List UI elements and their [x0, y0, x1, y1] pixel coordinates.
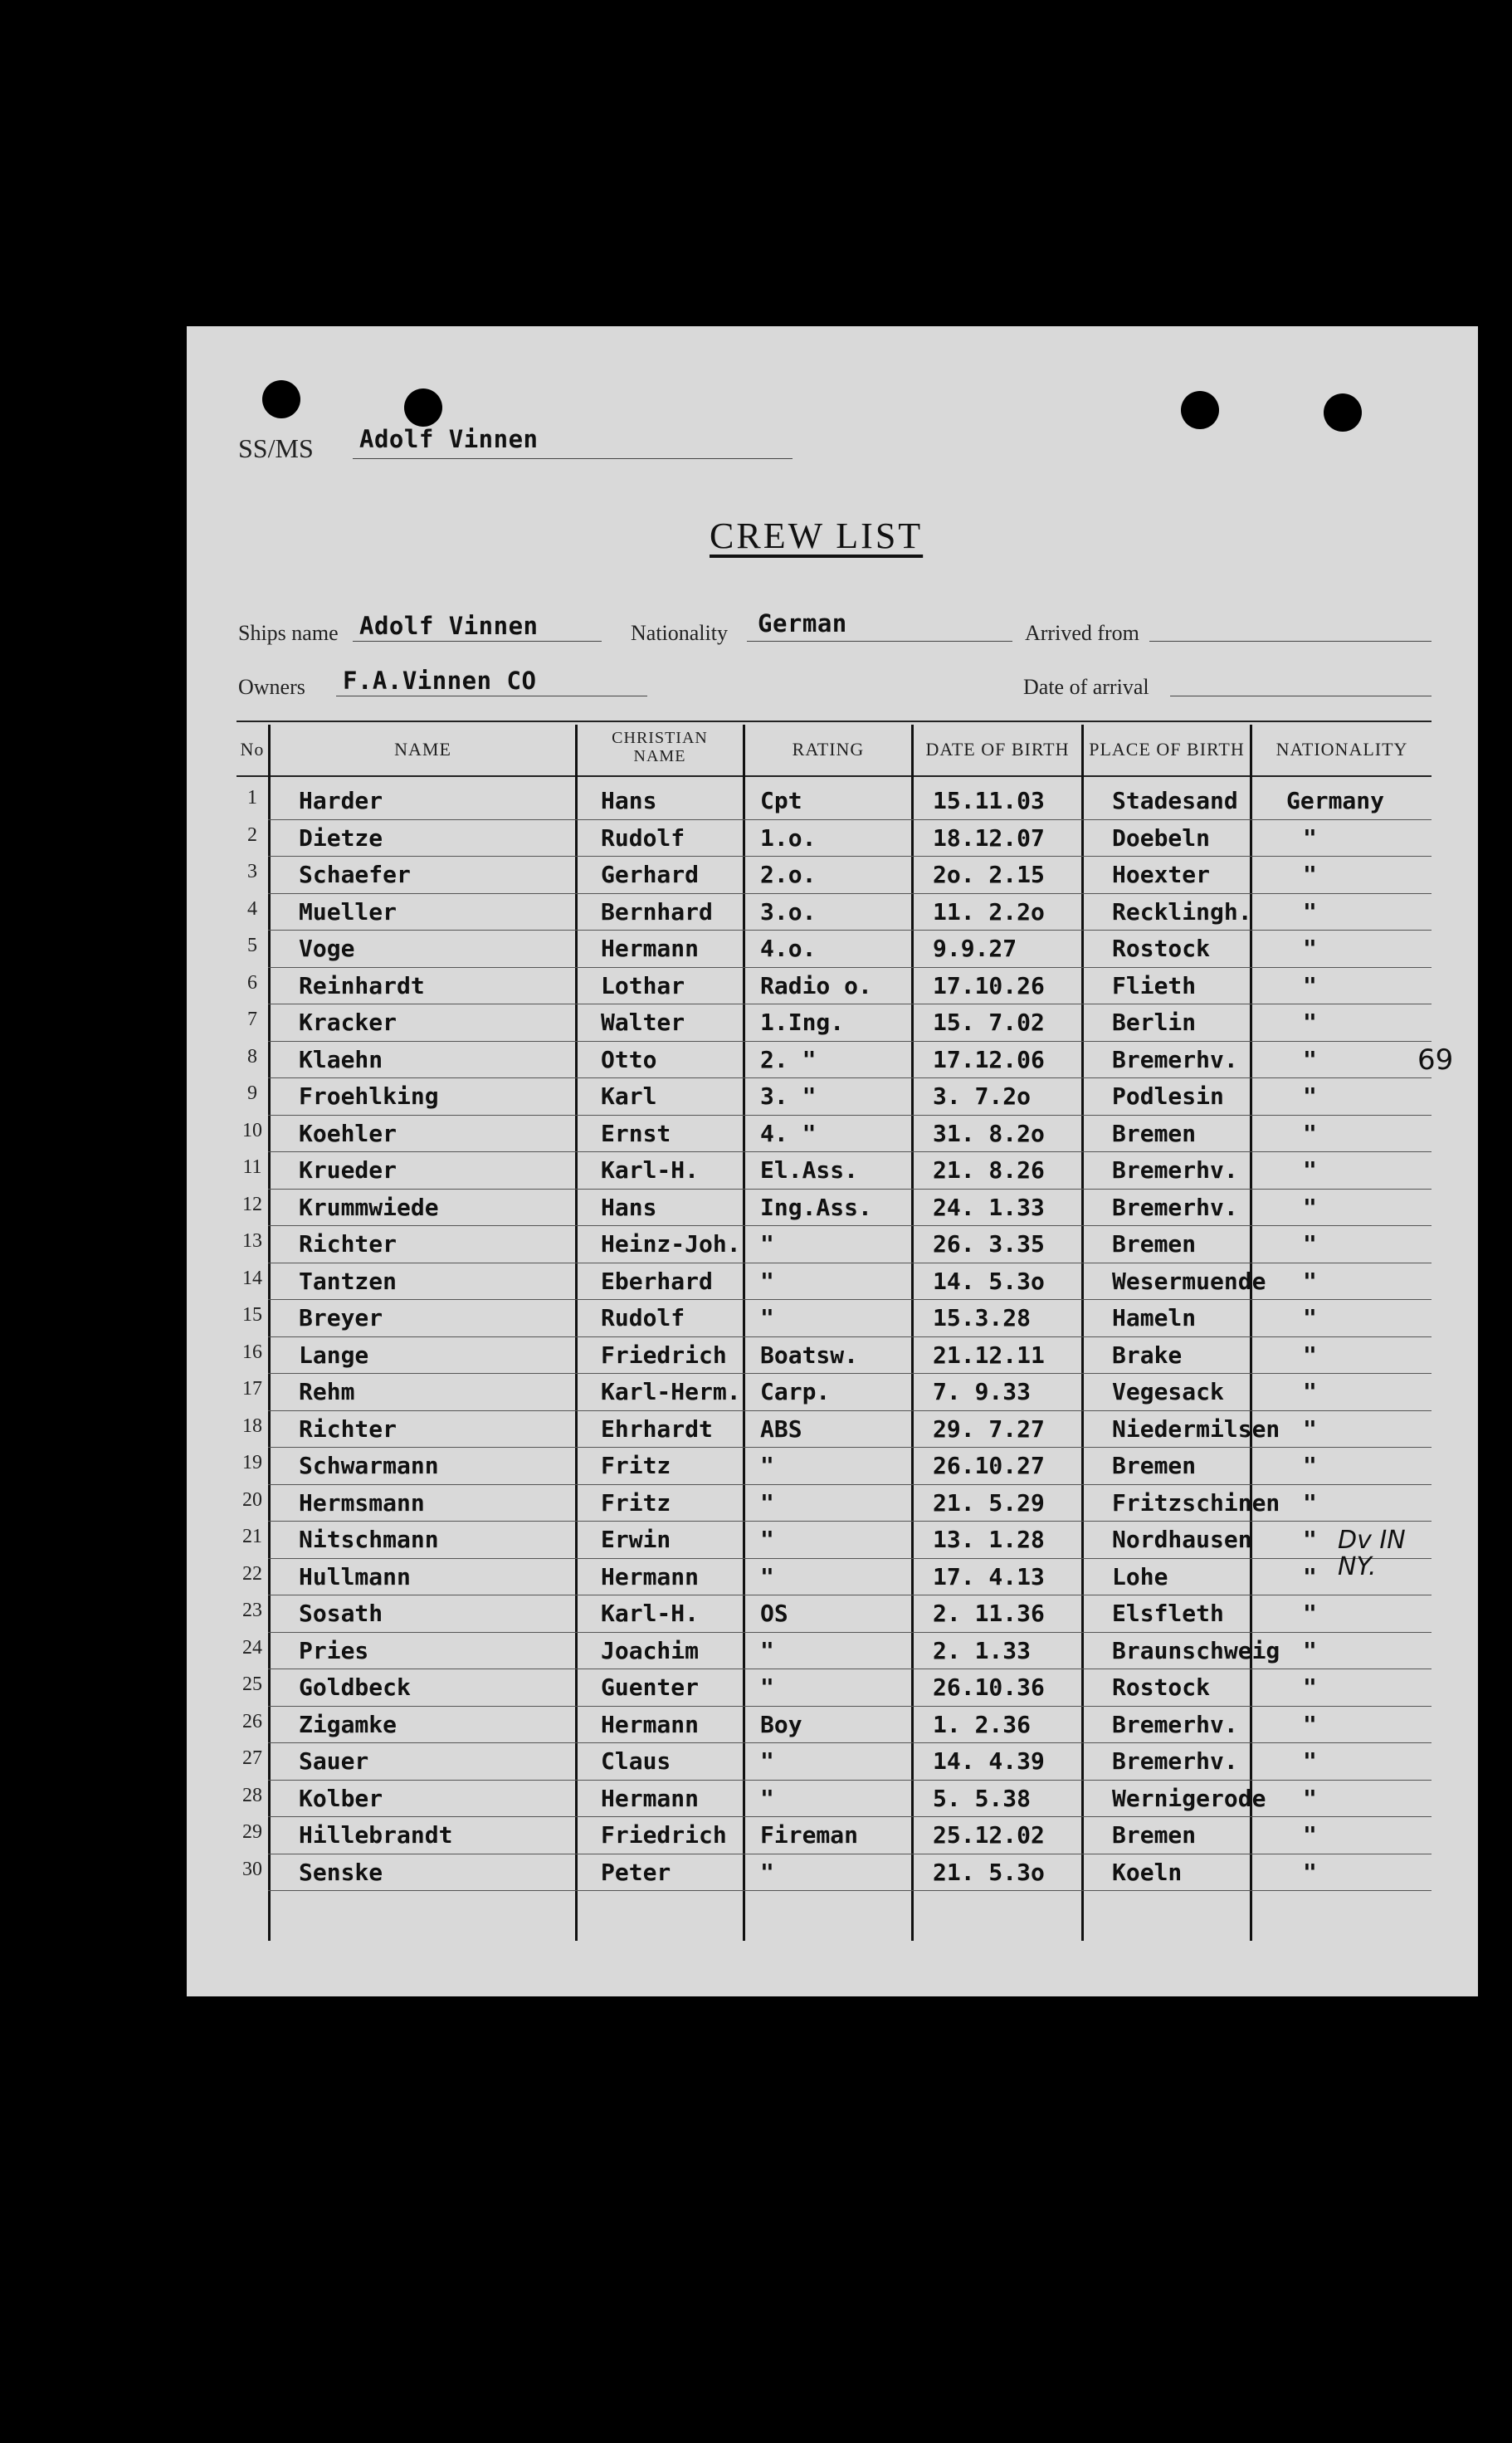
ships-name-label: Ships name: [238, 621, 339, 645]
crew-christian-name: Claus: [601, 1747, 671, 1775]
row-rule: [268, 967, 1432, 968]
crew-rating: ": [760, 1747, 774, 1775]
crew-surname: Krueder: [299, 1156, 398, 1184]
row-rule: [268, 1373, 1432, 1374]
crew-nationality: ": [1303, 1710, 1317, 1738]
crew-christian-name: Bernhard: [601, 897, 713, 926]
crew-surname: Pries: [299, 1636, 369, 1664]
crew-nationality: ": [1303, 1156, 1317, 1184]
crew-christian-name: Hermann: [601, 935, 700, 962]
row-number: 2: [247, 823, 257, 846]
crew-date-of-birth: 11. 2.2o: [933, 897, 1045, 926]
crew-nationality: ": [1303, 1414, 1317, 1443]
crew-date-of-birth: 29. 7.27: [933, 1414, 1045, 1443]
crew-date-of-birth: 17. 4.13: [933, 1562, 1045, 1590]
crew-surname: Sosath: [299, 1600, 383, 1627]
crew-rating: Boy: [760, 1710, 802, 1738]
ships-name-value: Adolf Vinnen: [359, 612, 539, 640]
crew-place-of-birth: Elsfleth: [1112, 1600, 1224, 1627]
row-number: 20: [242, 1488, 262, 1511]
row-number: 14: [242, 1267, 262, 1289]
crew-place-of-birth: Fritzschinen: [1112, 1488, 1280, 1517]
crew-place-of-birth: Wesermuende: [1112, 1267, 1266, 1295]
crew-date-of-birth: 2. 11.36: [933, 1600, 1045, 1627]
crew-nationality: ": [1303, 897, 1317, 926]
crew-christian-name: Peter: [601, 1858, 671, 1886]
crew-surname: Hillebrandt: [299, 1821, 453, 1849]
handwritten-note: Dv IN NY.: [1338, 1526, 1406, 1581]
crew-date-of-birth: 13. 1.28: [933, 1526, 1045, 1553]
crew-surname: Kolber: [299, 1784, 383, 1812]
crew-nationality: ": [1303, 1193, 1317, 1221]
crew-rating: ": [760, 1858, 774, 1886]
owners-value: F.A.Vinnen CO: [343, 667, 537, 695]
row-rule: [268, 1115, 1432, 1116]
crew-surname: Rehm: [299, 1378, 355, 1405]
crew-date-of-birth: 9.9.27: [933, 935, 1017, 962]
row-rule: [268, 1521, 1432, 1522]
row-number: 15: [242, 1304, 262, 1326]
crew-place-of-birth: Nordhausen: [1112, 1526, 1252, 1553]
crew-christian-name: Joachim: [601, 1636, 700, 1664]
crew-surname: Senske: [299, 1858, 383, 1886]
crew-christian-name: Fritz: [601, 1452, 671, 1479]
row-number: 29: [242, 1821, 262, 1843]
row-number: 17: [242, 1378, 262, 1400]
table-top-rule: [237, 721, 1432, 722]
row-rule: [268, 893, 1432, 894]
crew-place-of-birth: Brake: [1112, 1341, 1183, 1369]
crew-rating: ABS: [760, 1414, 802, 1443]
crew-christian-name: Ernst: [601, 1119, 671, 1147]
crew-rating: El.Ass.: [760, 1156, 859, 1184]
row-rule: [268, 1299, 1432, 1300]
crew-rating: Radio o.: [760, 971, 872, 999]
crew-place-of-birth: Bremen: [1112, 1821, 1197, 1849]
crew-surname: Sauer: [299, 1747, 369, 1775]
crew-date-of-birth: 14. 4.39: [933, 1747, 1045, 1775]
row-number: 12: [242, 1193, 262, 1215]
crew-rating: ": [760, 1784, 774, 1812]
row-rule: [268, 1041, 1432, 1042]
nationality-label: Nationality: [631, 621, 728, 645]
crew-nationality: ": [1303, 1009, 1317, 1036]
crew-nationality: ": [1303, 1526, 1317, 1553]
crew-christian-name: Rudolf: [601, 1304, 685, 1331]
crew-christian-name: Ehrhardt: [601, 1414, 713, 1443]
crew-rating: 2.o.: [760, 861, 817, 888]
crew-rating: Cpt: [760, 787, 802, 814]
crew-christian-name: Karl-H.: [601, 1600, 700, 1627]
column-divider: [575, 725, 578, 1941]
crew-christian-name: Hermann: [601, 1710, 700, 1738]
crew-rating: ": [760, 1304, 774, 1331]
ships-name-rule: [353, 641, 602, 642]
column-header-rating: RATING: [792, 739, 865, 760]
crew-surname: Nitschmann: [299, 1526, 439, 1553]
row-rule: [268, 1151, 1432, 1152]
crew-christian-name: Karl: [601, 1082, 657, 1110]
crew-date-of-birth: 25.12.02: [933, 1821, 1045, 1849]
crew-christian-name: Erwin: [601, 1526, 671, 1553]
crew-surname: Zigamke: [299, 1710, 398, 1738]
crew-surname: Kracker: [299, 1009, 398, 1036]
crew-date-of-birth: 21. 8.26: [933, 1156, 1045, 1184]
vessel-prefix: SS/MS: [238, 433, 314, 463]
crew-surname: Voge: [299, 935, 355, 962]
crew-date-of-birth: 15. 7.02: [933, 1009, 1045, 1036]
punch-hole: [1181, 391, 1219, 429]
row-number: 22: [242, 1562, 262, 1585]
crew-surname: Hermsmann: [299, 1488, 425, 1517]
row-rule: [268, 1706, 1432, 1707]
crew-christian-name: Friedrich: [601, 1821, 727, 1849]
crew-place-of-birth: Bremerhv.: [1112, 1045, 1238, 1073]
row-rule: [268, 1077, 1432, 1078]
row-number: 24: [242, 1636, 262, 1659]
row-rule: [268, 1558, 1432, 1559]
row-number: 5: [247, 935, 257, 956]
crew-nationality: ": [1303, 1452, 1317, 1479]
crew-date-of-birth: 5. 5.38: [933, 1784, 1032, 1812]
crew-christian-name: Fritz: [601, 1488, 671, 1517]
crew-place-of-birth: Flieth: [1112, 971, 1197, 999]
crew-date-of-birth: 26.10.36: [933, 1673, 1045, 1701]
crew-surname: Richter: [299, 1230, 398, 1258]
punch-hole: [404, 388, 442, 427]
row-number: 18: [242, 1414, 262, 1437]
crew-christian-name: Eberhard: [601, 1267, 713, 1295]
crew-date-of-birth: 17.12.06: [933, 1045, 1045, 1073]
column-header-no: No: [240, 739, 265, 760]
crew-rating: ": [760, 1673, 774, 1701]
crew-surname: Schwarmann: [299, 1452, 439, 1479]
crew-rating: Carp.: [760, 1378, 831, 1405]
row-rule: [268, 1336, 1432, 1337]
crew-place-of-birth: Berlin: [1112, 1009, 1197, 1036]
crew-nationality: ": [1303, 1858, 1317, 1886]
page-title: CREW LIST: [710, 515, 924, 556]
crew-rating: 1.Ing.: [760, 1009, 845, 1036]
crew-christian-name: Lothar: [601, 971, 685, 999]
crew-place-of-birth: Wernigerode: [1112, 1784, 1266, 1812]
row-rule: [268, 1780, 1432, 1781]
crew-place-of-birth: Braunschweig: [1112, 1636, 1280, 1664]
column-header-nationality: NATIONALITY: [1275, 739, 1408, 760]
crew-date-of-birth: 26. 3.35: [933, 1230, 1045, 1258]
crew-nationality: ": [1303, 1045, 1317, 1073]
column-divider: [1081, 725, 1084, 1941]
crew-date-of-birth: 3. 7.2o: [933, 1082, 1032, 1110]
crew-rating: OS: [760, 1600, 788, 1627]
owners-label: Owners: [238, 675, 305, 699]
crew-rating: 3. ": [760, 1082, 817, 1110]
crew-nationality: ": [1303, 861, 1317, 888]
column-divider: [911, 725, 914, 1941]
row-rule: [268, 1189, 1432, 1190]
crew-surname: Tantzen: [299, 1267, 398, 1295]
crew-christian-name: Friedrich: [601, 1341, 727, 1369]
crew-rating: ": [760, 1562, 774, 1590]
row-number: 27: [242, 1747, 262, 1769]
row-number: 3: [247, 861, 257, 882]
column-header-christian-name: CHRISTIAN NAME: [612, 729, 708, 765]
crew-surname: Richter: [299, 1414, 398, 1443]
row-rule: [268, 930, 1432, 931]
crew-date-of-birth: 2. 1.33: [933, 1636, 1032, 1664]
crew-nationality: ": [1303, 1747, 1317, 1775]
crew-nationality: ": [1303, 1784, 1317, 1812]
crew-rating: ": [760, 1452, 774, 1479]
crew-rating: 1.o.: [760, 823, 817, 852]
crew-date-of-birth: 24. 1.33: [933, 1193, 1045, 1221]
row-number: 21: [242, 1526, 262, 1547]
crew-rating: Fireman: [760, 1821, 859, 1849]
row-number: 26: [242, 1710, 262, 1732]
crew-date-of-birth: 31. 8.2o: [933, 1119, 1045, 1147]
punch-hole: [1324, 393, 1362, 432]
crew-place-of-birth: Stadesand: [1112, 787, 1238, 814]
crew-date-of-birth: 21. 5.29: [933, 1488, 1045, 1517]
crew-christian-name: Rudolf: [601, 823, 685, 852]
crew-surname: Reinhardt: [299, 971, 425, 999]
crew-place-of-birth: Rostock: [1112, 1673, 1211, 1701]
crew-date-of-birth: 21. 5.3o: [933, 1858, 1045, 1886]
crew-place-of-birth: Vegesack: [1112, 1378, 1224, 1405]
crew-place-of-birth: Rostock: [1112, 935, 1211, 962]
crew-rating: 4.o.: [760, 935, 817, 962]
crew-christian-name: Karl-Herm.: [601, 1378, 741, 1405]
crew-date-of-birth: 15.11.03: [933, 787, 1045, 814]
crew-nationality: ": [1303, 1304, 1317, 1331]
crew-place-of-birth: Hameln: [1112, 1304, 1197, 1331]
crew-christian-name: Hans: [601, 787, 657, 814]
row-number: 28: [242, 1784, 262, 1806]
crew-place-of-birth: Koeln: [1112, 1858, 1183, 1886]
crew-place-of-birth: Podlesin: [1112, 1082, 1224, 1110]
crew-surname: Lange: [299, 1341, 369, 1369]
crew-place-of-birth: Lohe: [1112, 1562, 1168, 1590]
crew-surname: Dietze: [299, 823, 383, 852]
crew-date-of-birth: 14. 5.3o: [933, 1267, 1045, 1295]
crew-rating: Ing.Ass.: [760, 1193, 872, 1221]
crew-christian-name: Heinz-Joh.: [601, 1230, 741, 1258]
crew-nationality: ": [1303, 971, 1317, 999]
column-header-name: NAME: [394, 739, 451, 760]
vessel-name: Adolf Vinnen: [359, 425, 539, 453]
crew-nationality: ": [1303, 1378, 1317, 1405]
crew-place-of-birth: Bremerhv.: [1112, 1156, 1238, 1184]
crew-date-of-birth: 18.12.07: [933, 823, 1045, 852]
crew-rating: ": [760, 1230, 774, 1258]
crew-rating: Boatsw.: [760, 1341, 859, 1369]
punch-hole: [262, 380, 300, 418]
crew-surname: Goldbeck: [299, 1673, 411, 1701]
crew-nationality: ": [1303, 1562, 1317, 1590]
crew-date-of-birth: 21.12.11: [933, 1341, 1045, 1369]
row-rule: [268, 1742, 1432, 1743]
crew-christian-name: Otto: [601, 1045, 657, 1073]
crew-date-of-birth: 15.3.28: [933, 1304, 1032, 1331]
crew-nationality: ": [1303, 1821, 1317, 1849]
row-number: 9: [247, 1082, 257, 1104]
crew-rating: 3.o.: [760, 897, 817, 926]
crew-date-of-birth: 17.10.26: [933, 971, 1045, 999]
row-rule: [268, 1816, 1432, 1817]
row-rule: [268, 1890, 1432, 1891]
column-header-place-of-birth: PLACE OF BIRTH: [1089, 739, 1245, 760]
crew-christian-name: Hermann: [601, 1784, 700, 1812]
margin-page-number: 69: [1417, 1043, 1454, 1077]
crew-place-of-birth: Niedermilsen: [1112, 1414, 1280, 1443]
crew-rating: ": [760, 1526, 774, 1553]
row-number: 10: [242, 1119, 262, 1141]
crew-rating: ": [760, 1636, 774, 1664]
crew-date-of-birth: 26.10.27: [933, 1452, 1045, 1479]
crew-surname: Klaehn: [299, 1045, 383, 1073]
crew-date-of-birth: 7. 9.33: [933, 1378, 1032, 1405]
crew-surname: Hullmann: [299, 1562, 411, 1590]
crew-christian-name: Karl-H.: [601, 1156, 700, 1184]
crew-rating: ": [760, 1267, 774, 1295]
crew-nationality: ": [1303, 1600, 1317, 1627]
crew-christian-name: Guenter: [601, 1673, 700, 1701]
vessel-name-rule: [353, 458, 793, 459]
row-rule: [268, 819, 1432, 820]
crew-surname: Harder: [299, 787, 383, 814]
column-divider: [743, 725, 745, 1941]
crew-place-of-birth: Bremen: [1112, 1452, 1197, 1479]
table-header-rule: [237, 775, 1432, 777]
row-number: 1: [247, 787, 257, 809]
crew-place-of-birth: Bremerhv.: [1112, 1193, 1238, 1221]
crew-place-of-birth: Recklingh.: [1112, 897, 1252, 926]
row-number: 23: [242, 1600, 262, 1621]
row-number: 8: [247, 1045, 257, 1068]
row-number: 13: [242, 1230, 262, 1252]
crew-surname: Breyer: [299, 1304, 383, 1331]
row-number: 6: [247, 971, 257, 994]
crew-place-of-birth: Doebeln: [1112, 823, 1211, 852]
crew-nationality: ": [1303, 1673, 1317, 1701]
crew-surname: Krummwiede: [299, 1193, 439, 1221]
crew-christian-name: Hans: [601, 1193, 657, 1221]
crew-nationality: Germany: [1286, 787, 1385, 814]
arrived-from-label: Arrived from: [1025, 621, 1139, 645]
crew-nationality: ": [1303, 1267, 1317, 1295]
crew-place-of-birth: Bremerhv.: [1112, 1710, 1238, 1738]
crew-nationality: ": [1303, 823, 1317, 852]
row-rule: [268, 1632, 1432, 1633]
crew-rating: ": [760, 1488, 774, 1517]
crew-place-of-birth: Hoexter: [1112, 861, 1211, 888]
row-rule: [268, 1484, 1432, 1485]
row-number: 19: [242, 1452, 262, 1473]
row-rule: [268, 1225, 1432, 1226]
crew-place-of-birth: Bremen: [1112, 1119, 1197, 1147]
column-header-date-of-birth: DATE OF BIRTH: [925, 739, 1070, 760]
date-of-arrival-label: Date of arrival: [1023, 675, 1149, 699]
row-number: 7: [247, 1009, 257, 1030]
crew-date-of-birth: 2o. 2.15: [933, 861, 1045, 888]
crew-nationality: ": [1303, 1082, 1317, 1110]
row-number: 16: [242, 1341, 262, 1363]
row-number: 11: [242, 1156, 262, 1178]
crew-christian-name: Gerhard: [601, 861, 700, 888]
crew-rating: 4. ": [760, 1119, 817, 1147]
crew-nationality: ": [1303, 1230, 1317, 1258]
row-number: 4: [247, 897, 257, 920]
arrived-from-rule: [1149, 641, 1432, 642]
row-number: 30: [242, 1858, 262, 1880]
row-rule: [268, 856, 1432, 857]
crew-christian-name: Hermann: [601, 1562, 700, 1590]
crew-nationality: ": [1303, 1119, 1317, 1147]
row-rule: [268, 1410, 1432, 1411]
crew-surname: Mueller: [299, 897, 398, 926]
crew-surname: Koehler: [299, 1119, 398, 1147]
crew-place-of-birth: Bremerhv.: [1112, 1747, 1238, 1775]
crew-christian-name: Walter: [601, 1009, 685, 1036]
crew-place-of-birth: Bremen: [1112, 1230, 1197, 1258]
crew-date-of-birth: 1. 2.36: [933, 1710, 1032, 1738]
crew-nationality: ": [1303, 1636, 1317, 1664]
nationality-rule: [747, 641, 1012, 642]
row-number: 25: [242, 1673, 262, 1695]
crew-nationality: ": [1303, 1488, 1317, 1517]
nationality-value: German: [758, 609, 847, 638]
row-rule: [268, 1447, 1432, 1448]
crew-nationality: ": [1303, 1341, 1317, 1369]
column-divider: [268, 725, 271, 1941]
crew-nationality: ": [1303, 935, 1317, 962]
crew-surname: Schaefer: [299, 861, 411, 888]
crew-rating: 2. ": [760, 1045, 817, 1073]
crew-surname: Froehlking: [299, 1082, 439, 1110]
